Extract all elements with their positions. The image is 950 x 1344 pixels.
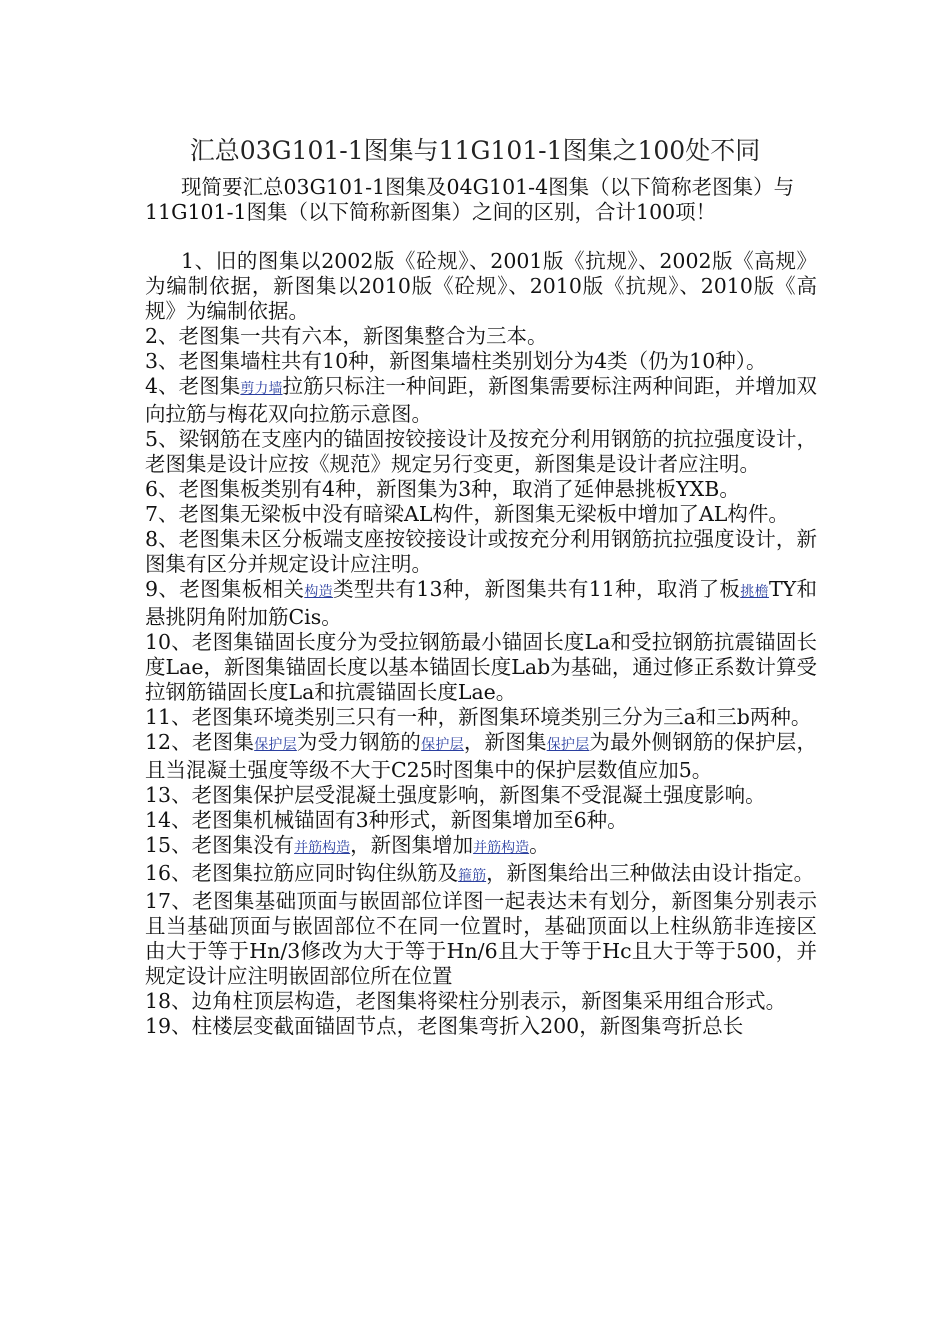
item-text: 6、老图集板类别有4种，新图集为3种，取消了延伸悬挑板YXB。 <box>145 477 740 501</box>
item-text: 8、老图集未区分板端支座按铰接设计或按充分利用钢筋抗拉强度设计，新图集有区分并规定设计应注明。 <box>145 527 817 576</box>
list-item <box>145 249 817 324</box>
inline-link[interactable]: 并筋构造 <box>294 840 351 856</box>
item-text: 17、老图集基础顶面与嵌固部位详图一起表达未有划分，新图集分别表示且当基础顶面与嵌固部位不在同一位置时，基础顶面以上柱纵筋非连接区由大于等于Hn/3修改为大于等于Hn/6且大于等于Hc且大于等于500，并规定设计应注明嵌固部位所在位置 <box>145 889 817 988</box>
item-text: 为受力钢筋的 <box>296 730 422 754</box>
item-text: 。 <box>529 833 550 857</box>
inline-link[interactable]: 挑檐 <box>740 584 769 600</box>
item-text: 14、老图集机械锚固有3种形式，新图集增加至6种。 <box>145 808 628 832</box>
list-item <box>145 730 817 783</box>
list-item <box>145 861 817 889</box>
item-text: 1、旧的图集以2002版《砼规》、2001版《抗规》、2002版《高规》为编制依据，新图集以2010版《砼规》、2010版《抗规》、2010版《高规》为编制依据。 <box>145 249 817 323</box>
item-text: 12、老图集 <box>145 730 255 754</box>
item-text: 3、老图集墙柱共有10种，新图集墙柱类别划分为4类（仍为10种）。 <box>145 349 767 373</box>
document-body <box>145 249 817 1039</box>
item-text: ，新图集 <box>463 730 547 754</box>
list-item <box>145 783 817 808</box>
inline-link[interactable]: 保护层 <box>546 737 590 753</box>
document-title: 汇总03G101-1图集与11G101-1图集之100处不同 <box>189 136 761 165</box>
list-item <box>145 630 817 705</box>
item-text: 18、边角柱顶层构造，老图集将梁柱分别表示，新图集采用组合形式。 <box>145 989 787 1013</box>
list-item <box>145 989 817 1014</box>
item-text: 15、老图集没有 <box>145 833 295 857</box>
list-item <box>145 427 817 477</box>
item-text: 13、老图集保护层受混凝土强度影响，新图集不受混凝土强度影响。 <box>145 783 766 807</box>
list-item <box>145 502 817 527</box>
list-item <box>145 527 817 577</box>
item-text: 5、梁钢筋在支座内的锚固按铰接设计及按充分利用钢筋的抗拉强度设计，老图集是设计应按《规范》规定另行变更，新图集是设计者应注明。 <box>145 427 817 476</box>
list-item <box>145 374 817 427</box>
item-text: 2、老图集一共有六本，新图集整合为三本。 <box>145 324 548 348</box>
list-item <box>145 349 817 374</box>
item-text: 为最外侧钢筋的保护层，且当混凝土强度等级不大于C25时图集中的保护层数值应加5。 <box>145 730 818 782</box>
list-item <box>145 808 817 833</box>
item-text: ，新图集增加 <box>350 833 474 857</box>
list-item <box>145 889 817 989</box>
inline-link[interactable]: 构造 <box>304 584 334 600</box>
list-item <box>145 324 817 349</box>
inline-link[interactable]: 保护层 <box>254 737 297 753</box>
item-text: 9、老图集板相关 <box>145 577 305 601</box>
item-text: 19、柱楼层变截面锚固节点，老图集弯折入200，新图集弯折总长 <box>145 1014 744 1038</box>
item-text: 11、老图集环境类别三只有一种，新图集环境类别三分为三a和三b两种。 <box>145 705 812 729</box>
item-text: ，新图集给出三种做法由设计指定。 <box>486 861 815 885</box>
item-text: 拉筋只标注一种间距，新图集需要标注两种间距，并增加双向拉筋与梅花双向拉筋示意图。 <box>145 374 818 426</box>
item-text: 10、老图集锚固长度分为受拉钢筋最小锚固长度La和受拉钢筋抗震锚固长度Lae，新图集锚固长度以基本锚固长度Lab为基础，通过修正系数计算受拉钢筋锚固长度La和抗震锚固长度Lae。 <box>145 630 817 704</box>
inline-link[interactable]: 保护层 <box>421 737 464 753</box>
list-item <box>145 577 817 630</box>
inline-link[interactable]: 并筋构造 <box>473 840 530 856</box>
inline-link[interactable]: 箍筋 <box>458 868 487 884</box>
item-text: 类型共有13种，新图集共有11种，取消了板 <box>333 577 741 601</box>
item-text: 16、老图集拉筋应同时钩住纵筋及 <box>145 861 459 885</box>
list-item <box>145 705 817 730</box>
item-text: 4、老图集 <box>145 374 241 398</box>
intro-paragraph: 现简要汇总03G101-1图集及04G101-4图集（以下简称老图集）与11G101-1图集（以下简称新图集）之间的区别，合计100项！ <box>145 175 795 224</box>
list-item <box>145 1014 817 1039</box>
list-item <box>145 833 817 861</box>
inline-link[interactable]: 剪力墙 <box>240 381 283 397</box>
list-item <box>145 477 817 502</box>
item-text: 7、老图集无梁板中没有暗梁AL构件，新图集无梁板中增加了AL构件。 <box>145 502 789 526</box>
item-text: TY和悬挑阴角附加筋Cis。 <box>145 577 818 629</box>
